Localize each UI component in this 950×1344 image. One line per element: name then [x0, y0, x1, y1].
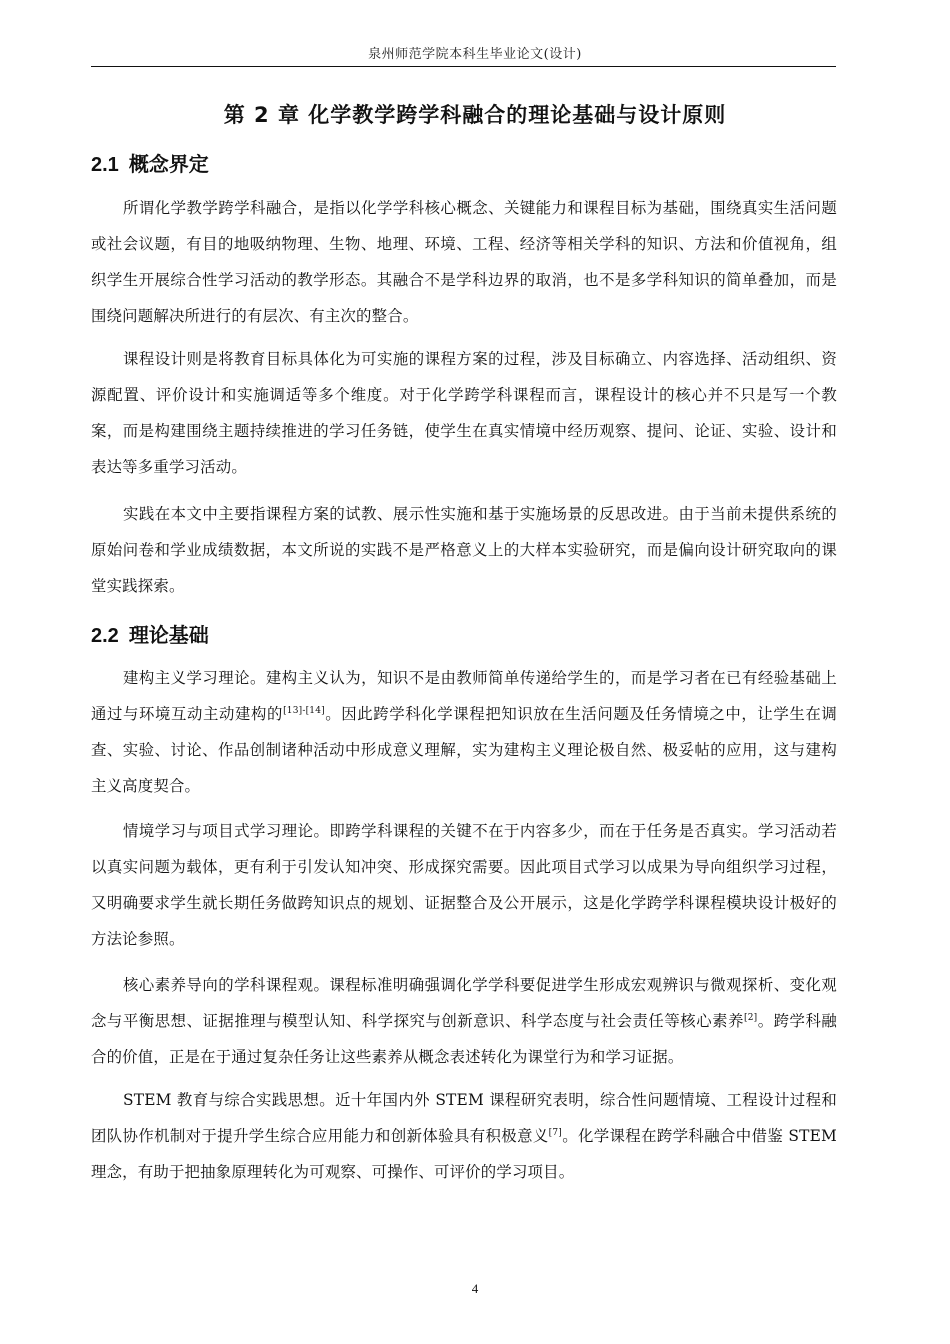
- section-title-text: 概念界定: [128, 152, 209, 176]
- paragraph-text: 。因此跨学科化学课程把知识放在生活问题及任务情境之中，让学生在调查、实验、讨论、作品创制诸种活动中形成意义理解，实为建构主义理论极自然、极妥帖的应用，这与建构主义高度契合。: [91, 705, 837, 795]
- paragraph: [91, 1082, 837, 1190]
- header-divider: [91, 66, 836, 67]
- paragraph-text: 情境学习与项目式学习理论。即跨学科课程的关键不在于内容多少，而在于任务是否真实。学习活动若以真实问题为载体，更有利于引发认知冲突、形成探究需要。因此项目式学习以成果为导向组织学习过程，又明确要求学生就长期任务做跨知识点的规划、证据整合及公开展示，这是化学跨学科课程模块设计极好的方法论参照。: [91, 822, 837, 948]
- citation-ref: [13]-[14]: [283, 706, 325, 716]
- paragraph: 实践在本文中主要指课程方案的试教、展示性实施和基于实施场景的反思改进。由于当前未提供系统的原始问卷和学业成绩数据，本文所说的实践不是严格意义上的大样本实验研究，而是偏向设计研究取向的课堂实践探索。: [91, 505, 837, 595]
- page-number: 4: [471, 1281, 479, 1296]
- citation-ref: [2]: [744, 1013, 758, 1023]
- paragraph: [91, 660, 837, 804]
- paragraph: [91, 813, 837, 957]
- paragraph-text: 核心素养导向的学科课程观。课程标准明确强调化学学科要促进学生形成宏观辨识与微观探析、变化观念与平衡思想、证据推理与模型认知、科学探究与创新意识、科学态度与社会责任等核心素养: [91, 976, 837, 1030]
- paragraph: 课程设计则是将教育目标具体化为可实施的课程方案的过程，涉及目标确立、内容选择、活动组织、资源配置、评价设计和实施调适等多个维度。对于化学跨学科课程而言，课程设计的核心并不只是写一个教案，而是构建围绕主题持续推进的学习任务链，使学生在真实情境中经历观察、提问、论证、实验、设计和表达等多重学习活动。: [91, 350, 837, 476]
- section-title-text: 理论基础: [128, 623, 209, 647]
- paragraph: [91, 967, 837, 1075]
- chapter-title: 第 2 章 化学教学跨学科融合的理论基础与设计原则: [223, 103, 727, 127]
- citation-ref: [7]: [548, 1128, 562, 1138]
- paragraph-text: 建构主义学习理论。建构主义认为，知识不是由教师简单传递给学生的，而是学习者在已有经验基础上通过与环境互动主动建构的: [91, 669, 837, 723]
- section-heading-2-1: [91, 150, 209, 179]
- section-number: 2.1: [91, 154, 119, 176]
- section-number: 2.2: [91, 625, 119, 647]
- paragraph-text: STEM 教育与综合实践思想。近十年国内外 STEM 课程研究表明，综合性问题情境、工程设计过程和团队协作机制对于提升学生综合应用能力和创新体验具有积极意义: [91, 1091, 837, 1145]
- running-header: 泉州师范学院本科生毕业论文(设计): [368, 47, 582, 62]
- paragraph-text: 。化学课程在跨学科融合中借鉴 STEM 理念，有助于把抽象原理转化为可观察、可操作、可评价的学习项目。: [91, 1127, 837, 1181]
- paragraph-text: 。跨学科融合的价值，正是在于通过复杂任务让这些素养从概念表述转化为课堂行为和学习证据。: [91, 1012, 837, 1066]
- paragraph: 所谓化学教学跨学科融合，是指以化学学科核心概念、关键能力和课程目标为基础，围绕真实生活问题或社会议题，有目的地吸纳物理、生物、地理、环境、工程、经济等相关学科的知识、方法和价值视角，组织学生开展综合性学习活动的教学形态。其融合不是学科边界的取消，也不是多学科知识的简单叠加，而是围绕问题解决所进行的有层次、有主次的整合。: [91, 199, 837, 325]
- section-heading-2-2: [91, 621, 209, 650]
